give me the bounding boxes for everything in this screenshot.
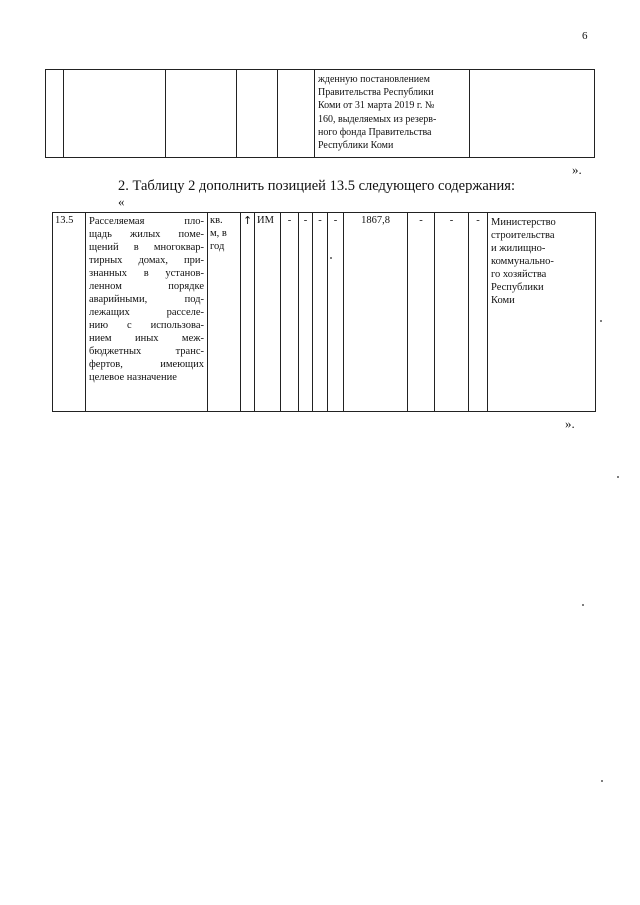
dash-cell: - bbox=[281, 213, 299, 412]
item-2-heading: 2. Таблицу 2 дополнить позицией 13.5 следующего содержания: bbox=[118, 178, 516, 194]
empty-cell bbox=[278, 70, 315, 158]
position-number: 13.5 bbox=[53, 213, 86, 412]
empty-cell bbox=[166, 70, 237, 158]
text-line: фертов, имеющих bbox=[89, 359, 204, 370]
type-cell: ИМ bbox=[255, 213, 281, 412]
scan-speck bbox=[600, 320, 602, 322]
responsible-body bbox=[488, 213, 596, 412]
empty-cell bbox=[64, 70, 166, 158]
text-line: коммунально- bbox=[491, 256, 554, 267]
dash-cell: - bbox=[313, 213, 328, 412]
text-line: 160, выделяемых из резерв- bbox=[318, 113, 437, 125]
dash-cell: - bbox=[435, 213, 469, 412]
arrow-up-icon: ↑ bbox=[241, 213, 255, 412]
text-line: Министерство bbox=[491, 217, 556, 228]
text-line: Правительства Республики bbox=[318, 87, 434, 99]
dash-cell: - bbox=[469, 213, 488, 412]
table-row bbox=[53, 213, 596, 412]
empty-cell bbox=[46, 70, 64, 158]
empty-cell bbox=[237, 70, 278, 158]
opening-quote: « bbox=[118, 194, 125, 209]
text-line: бюджетных транс- bbox=[89, 346, 204, 357]
text-line: и жилищно- bbox=[491, 243, 546, 254]
text-line: щадь жилых поме- bbox=[89, 229, 204, 240]
empty-cell bbox=[470, 70, 595, 158]
text-line: щений в многоквар- bbox=[89, 242, 204, 253]
text-line: кв. bbox=[210, 215, 223, 226]
dash-cell: - bbox=[328, 213, 344, 412]
indicator-description bbox=[86, 213, 208, 412]
page-number: 6 bbox=[582, 30, 588, 42]
unit-cell bbox=[208, 213, 241, 412]
text-line: жденную постановлением bbox=[318, 74, 430, 85]
text-line: целевое назначение bbox=[89, 372, 177, 383]
text-line: лежащих расселе- bbox=[89, 307, 204, 318]
top-table-fragment bbox=[45, 69, 595, 158]
text-line: строительства bbox=[491, 230, 555, 241]
text-line: го хозяйства bbox=[491, 269, 547, 280]
scan-speck bbox=[601, 780, 603, 782]
text-line: аварийными, под- bbox=[89, 294, 204, 305]
text-line: м, в bbox=[210, 228, 227, 239]
text-line: нием иных меж- bbox=[89, 333, 204, 344]
text-line: Республики Коми bbox=[318, 140, 394, 152]
text-line: Коми от 31 марта 2019 г. № bbox=[318, 100, 435, 112]
text-line: Республики bbox=[491, 282, 544, 293]
text-line: год bbox=[210, 241, 225, 252]
text-line: нию с использова- bbox=[89, 320, 204, 331]
text-line: знанных в установ- bbox=[89, 268, 204, 279]
value-cell: 1867,8 bbox=[344, 213, 408, 412]
scan-speck bbox=[617, 476, 619, 478]
text-line: тирных домах, при- bbox=[89, 255, 204, 266]
position-13-5-table bbox=[52, 212, 596, 412]
scan-speck bbox=[330, 257, 332, 259]
text-line: Коми bbox=[491, 295, 515, 306]
text-line: ленном порядке bbox=[89, 281, 204, 292]
closing-quote: ». bbox=[572, 162, 582, 177]
decree-text-cell bbox=[315, 70, 470, 158]
closing-quote: ». bbox=[565, 416, 575, 431]
dash-cell: - bbox=[408, 213, 435, 412]
dash-cell: - bbox=[299, 213, 313, 412]
text-line: ного фонда Правительства bbox=[318, 126, 432, 138]
scan-speck bbox=[582, 604, 584, 606]
text-line: Расселяемая пло- bbox=[89, 216, 204, 227]
